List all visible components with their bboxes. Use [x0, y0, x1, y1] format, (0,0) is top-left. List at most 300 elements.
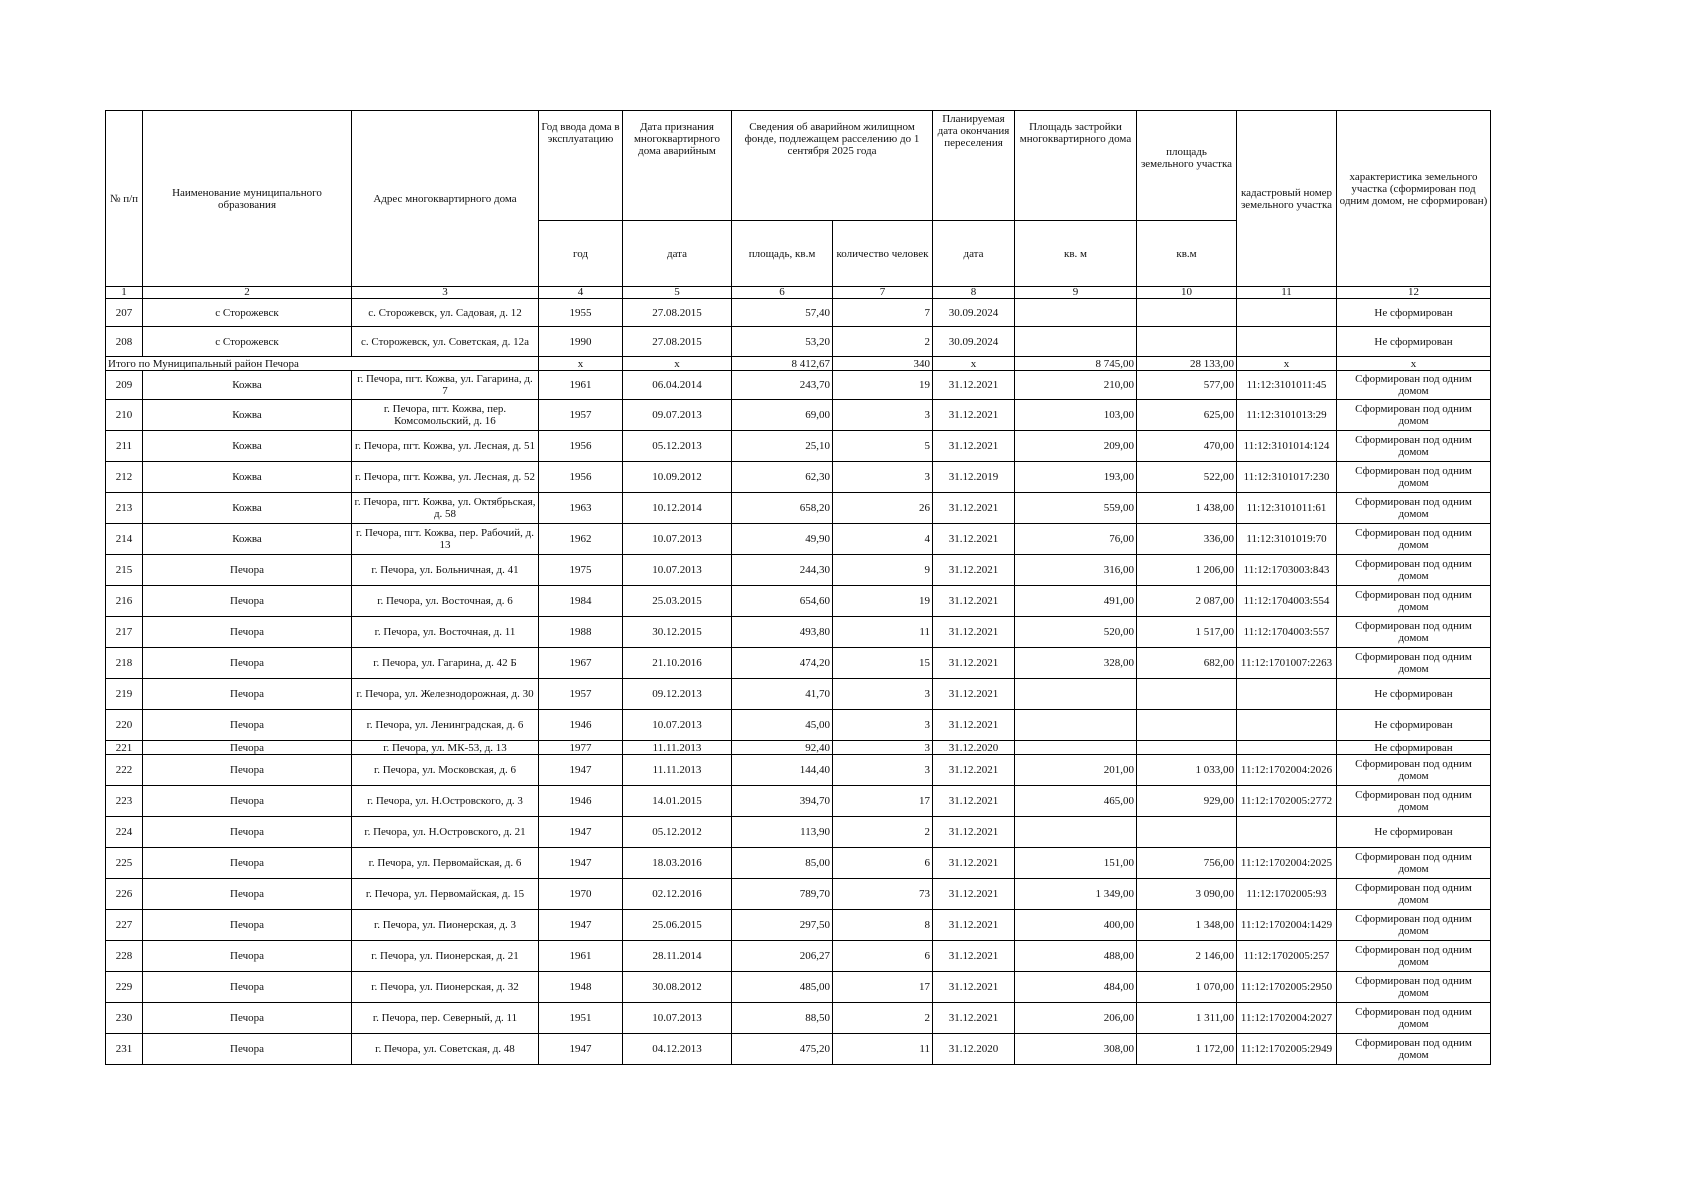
cell-year: 1961	[539, 941, 623, 972]
cell-land-area: 577,00	[1137, 371, 1237, 400]
cell-land-area: 522,00	[1137, 462, 1237, 493]
cell-cadastral	[1237, 299, 1337, 327]
cell-plan-date: х	[933, 357, 1015, 371]
cell-people: 3	[833, 741, 933, 755]
cell-cadastral: 11:12:1702005:257	[1237, 941, 1337, 972]
cell-no: 212	[106, 462, 143, 493]
cell-building-area	[1015, 710, 1137, 741]
cell-area: 206,27	[732, 941, 833, 972]
col-num: 2	[143, 287, 352, 299]
cell-area: 45,00	[732, 710, 833, 741]
cell-people: 15	[833, 648, 933, 679]
cell-land-char: Сформирован под одним домом	[1337, 910, 1491, 941]
cell-people: 3	[833, 710, 933, 741]
cell-year: 1957	[539, 679, 623, 710]
table-row	[106, 400, 1491, 431]
cell-year: 1963	[539, 493, 623, 524]
cell-land-char: Сформирован под одним домом	[1337, 431, 1491, 462]
cell-people: 9	[833, 555, 933, 586]
cell-year: 1947	[539, 848, 623, 879]
cell-year: 1955	[539, 299, 623, 327]
cell-area: 62,30	[732, 462, 833, 493]
cell-no: 225	[106, 848, 143, 879]
cell-address: г. Печора, ул. Н.Островского, д. 21	[352, 817, 539, 848]
table-row	[106, 972, 1491, 1003]
cell-cadastral: 11:12:3101011:45	[1237, 371, 1337, 400]
table-row	[106, 1003, 1491, 1034]
cell-plan-date: 31.12.2021	[933, 817, 1015, 848]
table-row	[106, 1034, 1491, 1065]
cell-cadastral: 11:12:1703003:843	[1237, 555, 1337, 586]
cell-people: 17	[833, 786, 933, 817]
cell-municipality: Печора	[143, 710, 352, 741]
col-num: 10	[1137, 287, 1237, 299]
cell-building-area: 316,00	[1015, 555, 1137, 586]
table-row	[106, 710, 1491, 741]
cell-people: 26	[833, 493, 933, 524]
cell-date: 06.04.2014	[623, 371, 732, 400]
cell-land-char: Сформирован под одним домом	[1337, 371, 1491, 400]
cell-people: 11	[833, 1034, 933, 1065]
header-cadastral: кадастровый номер земельного участка	[1237, 111, 1337, 287]
cell-land-area: 929,00	[1137, 786, 1237, 817]
unit-sqm2: кв.м	[1137, 221, 1237, 287]
table-row	[106, 431, 1491, 462]
cell-date: 02.12.2016	[623, 879, 732, 910]
cell-land-area: 1 070,00	[1137, 972, 1237, 1003]
cell-people: 3	[833, 400, 933, 431]
cell-land-char: Сформирован под одним домом	[1337, 1034, 1491, 1065]
cell-area: 244,30	[732, 555, 833, 586]
cell-area: 69,00	[732, 400, 833, 431]
cell-people: 6	[833, 941, 933, 972]
cell-land-char: Не сформирован	[1337, 327, 1491, 357]
cell-land-area	[1137, 327, 1237, 357]
cell-no: 217	[106, 617, 143, 648]
cell-plan-date: 31.12.2020	[933, 1034, 1015, 1065]
cell-land-area: 28 133,00	[1137, 357, 1237, 371]
cell-cadastral: 11:12:1702004:1429	[1237, 910, 1337, 941]
cell-cadastral: 11:12:1704003:554	[1237, 586, 1337, 617]
cell-date: 09.12.2013	[623, 679, 732, 710]
cell-municipality: Печора	[143, 848, 352, 879]
cell-date: 27.08.2015	[623, 299, 732, 327]
cell-year: 1977	[539, 741, 623, 755]
cell-land-char: Сформирован под одним домом	[1337, 848, 1491, 879]
cell-address: г. Печора, ул. Гагарина, д. 42 Б	[352, 648, 539, 679]
cell-year: 1962	[539, 524, 623, 555]
table-row	[106, 493, 1491, 524]
cell-no: 231	[106, 1034, 143, 1065]
cell-municipality: Кожва	[143, 493, 352, 524]
cell-no: 209	[106, 371, 143, 400]
col-num: 4	[539, 287, 623, 299]
cell-year: 1947	[539, 1034, 623, 1065]
col-num: 9	[1015, 287, 1137, 299]
cell-area: 474,20	[732, 648, 833, 679]
cell-no: 230	[106, 1003, 143, 1034]
cell-area: 658,20	[732, 493, 833, 524]
cell-year: 1961	[539, 371, 623, 400]
cell-land-area: 3 090,00	[1137, 879, 1237, 910]
cell-land-area: 756,00	[1137, 848, 1237, 879]
cell-cadastral: 11:12:1702004:2026	[1237, 755, 1337, 786]
cell-cadastral: 11:12:1702004:2025	[1237, 848, 1337, 879]
cell-address: г. Печора, ул. Больничная, д. 41	[352, 555, 539, 586]
cell-plan-date: 31.12.2021	[933, 1003, 1015, 1034]
cell-municipality: Печора	[143, 786, 352, 817]
cell-plan-date: 30.09.2024	[933, 327, 1015, 357]
cell-cadastral: 11:12:3101017:230	[1237, 462, 1337, 493]
col-num: 3	[352, 287, 539, 299]
cell-building-area: 103,00	[1015, 400, 1137, 431]
cell-area: 85,00	[732, 848, 833, 879]
cell-land-char: Не сформирован	[1337, 299, 1491, 327]
cell-no: 211	[106, 431, 143, 462]
cell-plan-date: 31.12.2021	[933, 493, 1015, 524]
cell-municipality: с Сторожевск	[143, 327, 352, 357]
unit-area: площадь, кв.м	[732, 221, 833, 287]
header-no: № п/п	[106, 111, 143, 287]
cell-land-area: 1 517,00	[1137, 617, 1237, 648]
cell-people: 2	[833, 327, 933, 357]
cell-date: 10.12.2014	[623, 493, 732, 524]
cell-cadastral: 11:12:3101013:29	[1237, 400, 1337, 431]
col-num: 8	[933, 287, 1015, 299]
unit-date2: дата	[933, 221, 1015, 287]
cell-land-area	[1137, 817, 1237, 848]
cell-building-area: 209,00	[1015, 431, 1137, 462]
cell-date: 10.07.2013	[623, 555, 732, 586]
cell-no: 229	[106, 972, 143, 1003]
cell-building-area: 559,00	[1015, 493, 1137, 524]
cell-cadastral: 11:12:1702005:93	[1237, 879, 1337, 910]
cell-municipality: Кожва	[143, 431, 352, 462]
cell-cadastral	[1237, 710, 1337, 741]
table-row	[106, 817, 1491, 848]
cell-land-char: Не сформирован	[1337, 679, 1491, 710]
table-row	[106, 941, 1491, 972]
cell-building-area: 206,00	[1015, 1003, 1137, 1034]
cell-cadastral	[1237, 679, 1337, 710]
cell-plan-date: 31.12.2021	[933, 617, 1015, 648]
cell-date: 28.11.2014	[623, 941, 732, 972]
table-row	[106, 524, 1491, 555]
cell-area: 394,70	[732, 786, 833, 817]
cell-municipality: Печора	[143, 555, 352, 586]
cell-plan-date: 31.12.2020	[933, 741, 1015, 755]
cell-no: 224	[106, 817, 143, 848]
cell-land-char: Не сформирован	[1337, 741, 1491, 755]
header-building-area: Площадь застройки многоквартирного дома	[1015, 111, 1137, 221]
cell-address: г. Печора, пгт. Кожва, пер. Рабочий, д. 13	[352, 524, 539, 555]
cell-land-area: 1 348,00	[1137, 910, 1237, 941]
cell-building-area	[1015, 679, 1137, 710]
cell-date: 21.10.2016	[623, 648, 732, 679]
cell-area: 88,50	[732, 1003, 833, 1034]
cell-plan-date: 31.12.2019	[933, 462, 1015, 493]
cell-land-char: Сформирован под одним домом	[1337, 617, 1491, 648]
cell-area: 789,70	[732, 879, 833, 910]
cell-land-char: Сформирован под одним домом	[1337, 400, 1491, 431]
cell-people: 6	[833, 848, 933, 879]
cell-municipality: Печора	[143, 910, 352, 941]
cell-year: 1946	[539, 786, 623, 817]
cell-address: с. Сторожевск, ул. Садовая, д. 12	[352, 299, 539, 327]
cell-date: 11.11.2013	[623, 741, 732, 755]
cell-land-area: 1 311,00	[1137, 1003, 1237, 1034]
cell-cadastral: 11:12:1702005:2950	[1237, 972, 1337, 1003]
cell-date: 18.03.2016	[623, 848, 732, 879]
cell-date: 10.07.2013	[623, 710, 732, 741]
cell-year: 1967	[539, 648, 623, 679]
cell-address: г. Печора, ул. Восточная, д. 11	[352, 617, 539, 648]
cell-people: 17	[833, 972, 933, 1003]
cell-area: 53,20	[732, 327, 833, 357]
total-row	[106, 357, 1491, 371]
cell-land-area	[1137, 710, 1237, 741]
cell-land-area: 2 087,00	[1137, 586, 1237, 617]
cell-year: 1984	[539, 586, 623, 617]
cell-no: 218	[106, 648, 143, 679]
cell-municipality: Кожва	[143, 371, 352, 400]
cell-building-area: 488,00	[1015, 941, 1137, 972]
cell-area: 493,80	[732, 617, 833, 648]
cell-people: 19	[833, 371, 933, 400]
cell-address: г. Печора, ул. МК-53, д. 13	[352, 741, 539, 755]
cell-building-area: 193,00	[1015, 462, 1137, 493]
header-date-emergency: Дата признания многоквартирного дома аварийным	[623, 111, 732, 221]
table-row	[106, 755, 1491, 786]
cell-date: 09.07.2013	[623, 400, 732, 431]
cell-address: г. Печора, пгт. Кожва, ул. Октябрьская, д. 58	[352, 493, 539, 524]
cell-no: 228	[106, 941, 143, 972]
cell-cadastral: 11:12:3101019:70	[1237, 524, 1337, 555]
cell-address: г. Печора, ул. Ленинградская, д. 6	[352, 710, 539, 741]
cell-municipality: Печора	[143, 617, 352, 648]
cell-people: 5	[833, 431, 933, 462]
cell-plan-date: 31.12.2021	[933, 400, 1015, 431]
cell-municipality: с Сторожевск	[143, 299, 352, 327]
cell-address: г. Печора, пгт. Кожва, ул. Гагарина, д. 7	[352, 371, 539, 400]
col-num: 7	[833, 287, 933, 299]
cell-cadastral	[1237, 817, 1337, 848]
cell-plan-date: 31.12.2021	[933, 941, 1015, 972]
cell-land-area	[1137, 741, 1237, 755]
cell-people: 340	[833, 357, 933, 371]
cell-building-area	[1015, 299, 1137, 327]
cell-land-char: Сформирован под одним домом	[1337, 1003, 1491, 1034]
cell-address: г. Печора, ул. Пионерская, д. 32	[352, 972, 539, 1003]
cell-building-area: 151,00	[1015, 848, 1137, 879]
cell-area: 485,00	[732, 972, 833, 1003]
cell-no: 208	[106, 327, 143, 357]
cell-plan-date: 31.12.2021	[933, 371, 1015, 400]
cell-year: 1975	[539, 555, 623, 586]
cell-plan-date: 31.12.2021	[933, 879, 1015, 910]
cell-address: г. Печора, ул. Н.Островского, д. 3	[352, 786, 539, 817]
cell-land-char: Сформирован под одним домом	[1337, 493, 1491, 524]
cell-municipality: Печора	[143, 1003, 352, 1034]
cell-people: 19	[833, 586, 933, 617]
cell-year: 1957	[539, 400, 623, 431]
cell-no: 226	[106, 879, 143, 910]
cell-cadastral: 11:12:3101011:61	[1237, 493, 1337, 524]
cell-municipality: Печора	[143, 741, 352, 755]
cell-no: 219	[106, 679, 143, 710]
cell-municipality: Печора	[143, 648, 352, 679]
cell-no: 221	[106, 741, 143, 755]
table-row	[106, 371, 1491, 400]
header-municipality: Наименование муниципального образования	[143, 111, 352, 287]
cell-land-char: Сформирован под одним домом	[1337, 941, 1491, 972]
cell-land-area: 1 438,00	[1137, 493, 1237, 524]
cell-date: 10.09.2012	[623, 462, 732, 493]
cell-plan-date: 31.12.2021	[933, 648, 1015, 679]
cell-date: х	[623, 357, 732, 371]
cell-land-area: 470,00	[1137, 431, 1237, 462]
cell-people: 11	[833, 617, 933, 648]
cell-people: 3	[833, 462, 933, 493]
cell-no: 210	[106, 400, 143, 431]
cell-year: 1988	[539, 617, 623, 648]
cell-year: 1946	[539, 710, 623, 741]
cell-area: 654,60	[732, 586, 833, 617]
cell-plan-date: 31.12.2021	[933, 848, 1015, 879]
cell-land-char: Сформирован под одним домом	[1337, 755, 1491, 786]
col-num: 12	[1337, 287, 1491, 299]
cell-address: г. Печора, ул. Первомайская, д. 15	[352, 879, 539, 910]
cell-land-area: 1 172,00	[1137, 1034, 1237, 1065]
cell-area: 475,20	[732, 1034, 833, 1065]
cell-land-area	[1137, 679, 1237, 710]
table-row	[106, 299, 1491, 327]
cell-plan-date: 31.12.2021	[933, 755, 1015, 786]
cell-address: г. Печора, пгт. Кожва, ул. Лесная, д. 52	[352, 462, 539, 493]
table-row	[106, 879, 1491, 910]
cell-address: г. Печора, ул. Железнодорожная, д. 30	[352, 679, 539, 710]
cell-area: 49,90	[732, 524, 833, 555]
cell-land-area: 682,00	[1137, 648, 1237, 679]
cell-year: 1947	[539, 755, 623, 786]
cell-no: 213	[106, 493, 143, 524]
cell-year: 1951	[539, 1003, 623, 1034]
cell-people: 2	[833, 1003, 933, 1034]
cell-date: 14.01.2015	[623, 786, 732, 817]
cell-building-area: 210,00	[1015, 371, 1137, 400]
cell-area: 25,10	[732, 431, 833, 462]
cell-year: 1956	[539, 431, 623, 462]
cell-address: г. Печора, ул. Пионерская, д. 21	[352, 941, 539, 972]
cell-land-area: 1 206,00	[1137, 555, 1237, 586]
table-row	[106, 617, 1491, 648]
cell-date: 30.12.2015	[623, 617, 732, 648]
cell-building-area	[1015, 327, 1137, 357]
unit-people: количество человек	[833, 221, 933, 287]
cell-municipality: Печора	[143, 879, 352, 910]
header-year-commissioned: Год ввода дома в эксплуатацию	[539, 111, 623, 221]
cell-municipality: Кожва	[143, 400, 352, 431]
cell-year: 1970	[539, 879, 623, 910]
cell-municipality: Печора	[143, 972, 352, 1003]
cell-people: 7	[833, 299, 933, 327]
cell-cadastral: х	[1237, 357, 1337, 371]
cell-land-char: Сформирован под одним домом	[1337, 972, 1491, 1003]
unit-sqm: кв. м	[1015, 221, 1137, 287]
cell-cadastral	[1237, 327, 1337, 357]
table-row	[106, 555, 1491, 586]
housing-table	[105, 110, 1491, 1065]
unit-date: дата	[623, 221, 732, 287]
cell-year: 1956	[539, 462, 623, 493]
cell-year: 1947	[539, 910, 623, 941]
cell-date: 05.12.2012	[623, 817, 732, 848]
cell-area: 57,40	[732, 299, 833, 327]
cell-building-area: 328,00	[1015, 648, 1137, 679]
cell-year: 1948	[539, 972, 623, 1003]
cell-cadastral: 11:12:1702005:2949	[1237, 1034, 1337, 1065]
cell-no: 223	[106, 786, 143, 817]
cell-building-area	[1015, 817, 1137, 848]
unit-year: год	[539, 221, 623, 287]
cell-plan-date: 31.12.2021	[933, 679, 1015, 710]
cell-address: г. Печора, ул. Советская, д. 48	[352, 1034, 539, 1065]
cell-address: г. Печора, пгт. Кожва, пер. Комсомольский, д. 16	[352, 400, 539, 431]
cell-year: х	[539, 357, 623, 371]
cell-people: 2	[833, 817, 933, 848]
cell-cadastral	[1237, 741, 1337, 755]
cell-address: с. Сторожевск, ул. Советская, д. 12а	[352, 327, 539, 357]
cell-no: 220	[106, 710, 143, 741]
cell-people: 3	[833, 755, 933, 786]
table-body	[106, 299, 1491, 1065]
table-row	[106, 462, 1491, 493]
cell-land-char: Сформирован под одним домом	[1337, 879, 1491, 910]
cell-plan-date: 30.09.2024	[933, 299, 1015, 327]
cell-address: г. Печора, пгт. Кожва, ул. Лесная, д. 51	[352, 431, 539, 462]
cell-people: 73	[833, 879, 933, 910]
cell-municipality: Печора	[143, 817, 352, 848]
col-num: 6	[732, 287, 833, 299]
cell-building-area: 308,00	[1015, 1034, 1137, 1065]
cell-no: 214	[106, 524, 143, 555]
cell-building-area: 400,00	[1015, 910, 1137, 941]
col-num: 11	[1237, 287, 1337, 299]
cell-area: 297,50	[732, 910, 833, 941]
cell-cadastral: 11:12:1702004:2027	[1237, 1003, 1337, 1034]
cell-building-area	[1015, 741, 1137, 755]
cell-plan-date: 31.12.2021	[933, 910, 1015, 941]
cell-plan-date: 31.12.2021	[933, 786, 1015, 817]
cell-address: г. Печора, пер. Северный, д. 11	[352, 1003, 539, 1034]
header-planned-end: Планируемая дата окончания переселения	[933, 111, 1015, 221]
cell-building-area: 491,00	[1015, 586, 1137, 617]
table-row	[106, 910, 1491, 941]
header-land-area: площадь земельного участка	[1137, 111, 1237, 221]
cell-area: 144,40	[732, 755, 833, 786]
header-address: Адрес многоквартирного дома	[352, 111, 539, 287]
cell-plan-date: 31.12.2021	[933, 524, 1015, 555]
cell-building-area: 484,00	[1015, 972, 1137, 1003]
cell-plan-date: 31.12.2021	[933, 431, 1015, 462]
cell-area: 92,40	[732, 741, 833, 755]
cell-date: 05.12.2013	[623, 431, 732, 462]
cell-plan-date: 31.12.2021	[933, 972, 1015, 1003]
cell-date: 25.03.2015	[623, 586, 732, 617]
cell-land-char: Сформирован под одним домом	[1337, 524, 1491, 555]
cell-land-char: Сформирован под одним домом	[1337, 555, 1491, 586]
cell-no: 215	[106, 555, 143, 586]
